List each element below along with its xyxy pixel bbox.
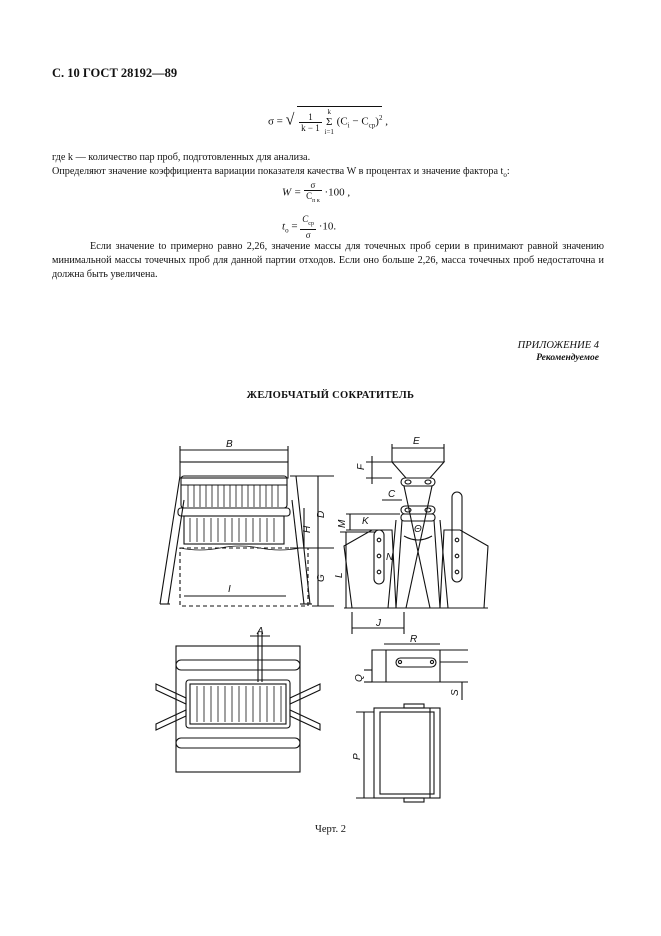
sigma-close: ) (375, 115, 379, 128)
figure-caption: Черт. 2 (315, 824, 346, 835)
formula-sigma-lhs: σ = (268, 115, 283, 128)
t-tail: ·10. (318, 220, 337, 233)
page-header: С. 10 ГОСТ 28192—89 (52, 66, 178, 80)
label-a: A (257, 626, 264, 637)
detail-views (356, 644, 468, 802)
t-lhs: t (282, 220, 286, 233)
label-s: S (450, 689, 461, 696)
t-lhs-sub: о (285, 226, 289, 235)
define-end: : (506, 166, 510, 177)
sum-bottom: i=1 (324, 128, 334, 136)
label-theta: Θ (414, 524, 422, 535)
label-l: L (334, 572, 345, 578)
define-text: Определяют значение коэффициента вариации показателя качества W в процентах и значение фактора t (52, 166, 504, 177)
paragraph: Если значение tо примерно равно 2,26, значение массы для точечных проб серии в принимают равной значению минимальной массы точечных проб для данной партии отходов. Если оно больше 2,26, масса точечных проб недостаточна и должна быть увеличена. (52, 241, 604, 280)
label-r: R (410, 634, 418, 645)
label-k: K (362, 516, 369, 527)
label-j: J (376, 618, 381, 629)
t-num-sub: ср (308, 220, 314, 227)
label-d: D (316, 510, 327, 518)
label-n: N (386, 552, 394, 563)
label-f: F (356, 463, 367, 470)
w-denominator: C (306, 191, 313, 201)
sum-symbol: k Σ i=1 (324, 108, 334, 136)
t-eq: = (291, 220, 298, 233)
sigma-sub-i: i (347, 121, 350, 130)
top-view (156, 632, 320, 772)
sigma-tail: , (385, 115, 388, 128)
appendix-title: ПРИЛОЖЕНИЕ 4 (517, 340, 599, 351)
sum-top: k (327, 108, 331, 116)
where-line: где k — количество пар проб, подготовленных для анализа. (52, 152, 311, 163)
label-m: M (337, 519, 348, 528)
label-g: G (316, 574, 327, 582)
side-view (340, 444, 488, 634)
t-numerator: C (302, 214, 309, 224)
figure-title: ЖЕЛОБЧАТЫЙ СОКРАТИТЕЛЬ (246, 390, 415, 401)
sigma-body: (C (336, 115, 348, 128)
label-c: C (388, 489, 396, 500)
define-sub: о (503, 171, 507, 180)
w-tail: ·100 , (324, 186, 351, 199)
w-den-sub: п к (312, 197, 320, 204)
label-p: P (352, 753, 363, 760)
sigma-numerator: 1 (299, 112, 322, 123)
appendix-status: Рекомендуемое (536, 353, 599, 363)
sigma-exp: 2 (378, 113, 383, 122)
sigma-sub-cp: ср (368, 121, 376, 130)
label-e: E (413, 436, 420, 447)
label-h: H (302, 525, 313, 533)
t-denominator: σ (305, 229, 311, 240)
sqrt-icon: √ (285, 111, 295, 129)
sigma-minus: − C (349, 115, 369, 128)
sigma-denominator: k − 1 (301, 122, 320, 133)
w-numerator: σ (304, 180, 322, 191)
label-q: Q (354, 674, 365, 682)
w-lhs: W = (282, 186, 302, 199)
label-b: B (226, 439, 233, 450)
label-i: I (228, 584, 231, 595)
